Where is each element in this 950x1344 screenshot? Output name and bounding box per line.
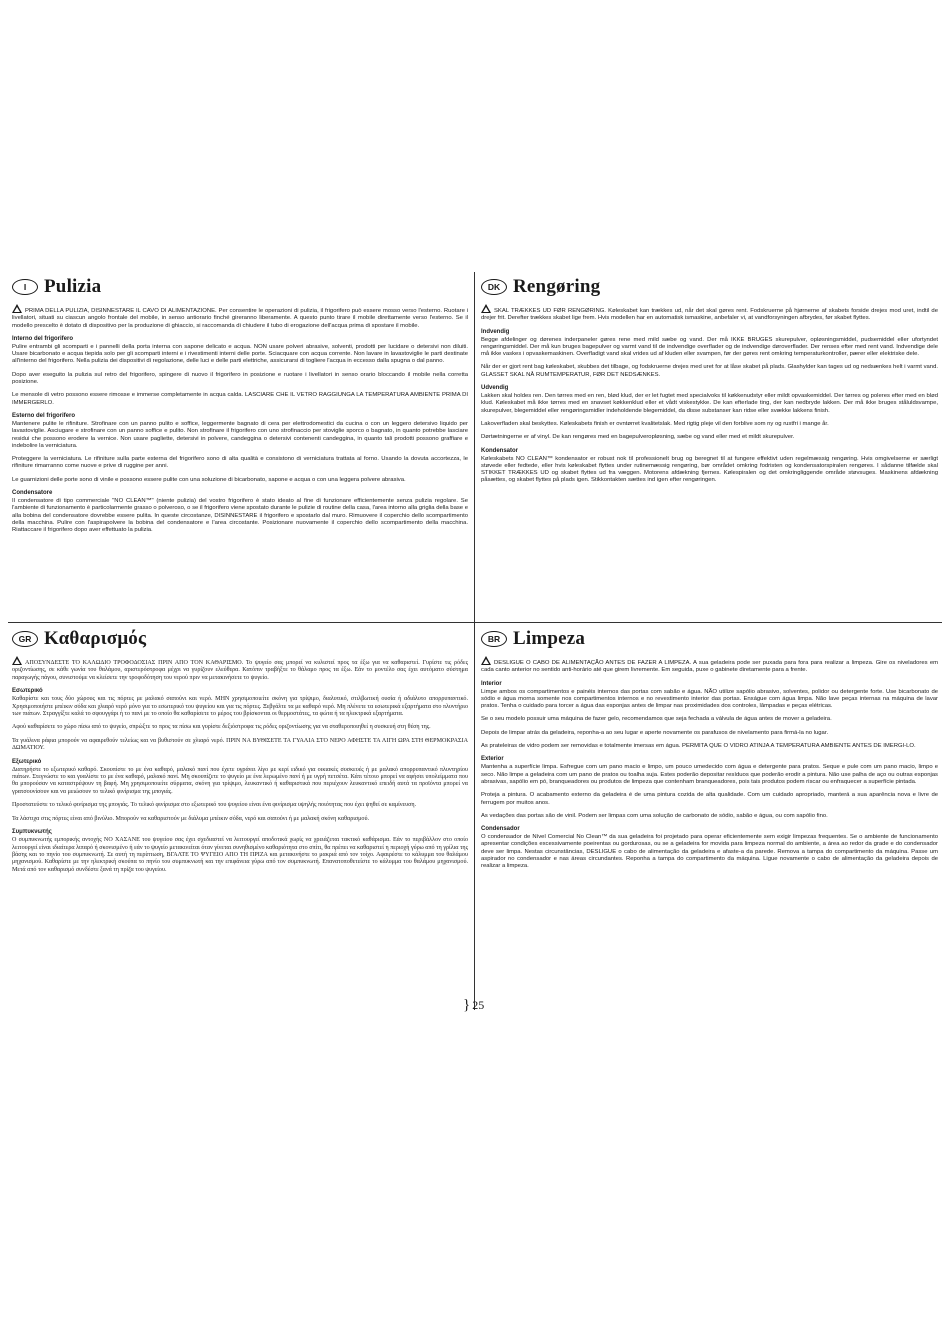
section-heading xyxy=(12,628,468,650)
shelves-text: As prateleiras de vidro podem ser removidas e totalmente imersas em água. PERMITA QUE O VIDRO ATINJA A TEMPERATURA AMBIENTE ANTES DE IMERGI-LO. xyxy=(481,743,916,750)
brace-icon: } xyxy=(463,997,471,1013)
exterior-heading: Udvendig xyxy=(481,385,509,392)
warning-paragraph: PRIMA DELLA PULIZIA, DISINNESTARE IL CAVO DI ALIMENTAZIONE. Per consentire le operazioni di pulizia, il frigorifero può essere mosso verso l'esterno. Ruotare i livellatori, situati su ciascun angolo frontale del mobile, in senso antiorario finché gireranno liberamente. A questo punto tirare il mobile direttamente verso l'esterno. Se il modello prescelto è dotato di dispositivo per la produzione di ghiaccio, si raccomanda di chiudere il tubo di erogazione dell'acqua prima di spostare il mobile. xyxy=(12,304,468,330)
condenser-heading: Kondensator xyxy=(481,447,519,454)
interior-text: Limpe ambos os compartimentos e painéis internos das portas com sabão e água. NÃO utilize sapólio abrasivo, solventes, polidor ou detergente forte. Use bicarbonato de sódio e água morna somente nos compartimentos internos e no revestimento interior das portas. Enxágue com água limpa. Não lave peças internas na máquina de lavar pratos. Tenha o cuidado para torcer a água das esponjas antes de limpar nas proximidades dos controles, lâmpadas e peças elétricas. xyxy=(481,688,938,710)
page-number: } 25 xyxy=(463,997,485,1013)
language-badge: GR xyxy=(12,631,38,647)
shelves-text: Le mensole di vetro possono essere rimosse e immerse completamente in acqua calda. LASCIARE CHE IL VETRO RAGGIUNGA LA TEMPERATURA AMBIENTE PRIMA DI IMMERGERLO. xyxy=(12,392,468,406)
exterior-text: Διατηρήστε το εξωτερικό καθαρό. Σκουπίστε το με ένα καθαρό, μαλακό πανί που έχετε υγράνει λίγο με κερί ειδικό για οικιακές συσκευές ή με μαλακό απορρυπαντικό πλυντηρίου πιάτων. Στεγνώστε το και γυαλίστε το με ένα καθαρό, μαλακό πανί. Μη σκουπίζετε το ψυγείο με ένα λερωμένο πανί ή με υγρή πετσέτα. Κάτι τέτοιο μπορεί να αφήσει υπολείμματα που θα μπορούσαν να καταστρέψουν τη βαφή. Μη χρησιμοποιείτε σύρματα, σκόνη για τρίψιμο, λευκαντικό ή καθαριστικά που περιέχουν λευκαντικό επειδή αυτά τα προϊόντα μπορεί να γρατσουνίσουν και να μειώσουν το τελικό φινίρισμα της μπογιάς. xyxy=(12,766,468,795)
section-greek xyxy=(12,628,468,988)
condenser-heading: Συμπυκνωτής xyxy=(12,829,52,836)
condenser-text: O condensador de Nível Comercial No Clean™ da sua geladeira foi projetado para operar eficientemente sem exigir limpezas frequentes. Se o ambiente de funcionamento apresentar condições excessivamente poeirentas ou gordurosas, ou se a geladeira for movida para limpeza normal do ambiente, a área ao redor da grade e do condensador deve ser limpa. Nestas circunstâncias, DESLIGUE o cabo de alimentação da geladeira e afaste-a da parede. Remova a tampa do compartimento da máquina. Passe um aspirador no condensador e nas áreas circundantes. Reponha a tampa do compartimento da máquina. Ligue novamente o cabo de alimentação da geladeira depois de realizar a limpeza. xyxy=(481,834,938,870)
section-title: Pulizia xyxy=(44,276,102,297)
shelves-text: Τα γυάλινα ράφια μπορούν να αφαιρεθούν τελείως και να βυθιστούν σε χλιαρό νερό. ΠΡΙΝ ΝΑ ΒΥΘΙΣΕΤΕ ΤΑ ΓΥΑΛΙΑ ΣΤΟ ΝΕΡΟ ΑΦΗΣΤΕ ΤΑ ΛΙΓΗ ΩΡΑ ΣΤΗ ΘΕΡΜΟΚΡΑΣΙΑ ΔΩΜΑΤΙΟΥ. xyxy=(12,737,468,752)
language-badge: I xyxy=(12,279,38,295)
reposition-text: Αφού καθαρίσετε το χώρο πίσω από το ψυγείο, σπρώξτε το προς τα πίσω και γυρίστε δεξιόστροφα τις ρόδες οριζοντίωσης για να σταθεροποιηθεί η συσκευή στη θέση της. xyxy=(12,724,431,731)
warning-icon xyxy=(12,304,22,313)
interior-text: Begge afdelinger og dørenes inderpaneler gøres rene med mild sæbe og vand. Der må IKKE BRUGES skurepulver, opløsningsmiddel, pudsemiddel eller ufortyndet rengøringsmiddel. Der må kun bruges bagepulver og varmt vand til de indvendige overflader og de indvendige døroverflader. Der renses efter med rent vand. Indvendige dele må ikke vaskes i opvaskemaskinen. Overfladigt vand skal vrides ud af kluden eller svampen, før der gøres rent omkring temperaturkontroller, pærer eller elektriske dele. xyxy=(481,336,938,358)
interior-text: Pulire entrambi gli scomparti e i pannelli della porta interna con sapone delicato e acqua. NON usare polveri abrasive, solventi, prodotti per lucidare o detersivi non diluiti. Usare bicarbonato e acqua tiepida solo per gli scomparti interni e i rivestimenti interni delle porte. Sciacquare con acqua corrente. Non lavare in lavastoviglie le parti destinate all'interno del frigorifero. Nella pulizia dei dispositivi di regolazione, delle luci e delle parti elettriche, assicurarsi di togliere l'acqua in eccesso dalla spugna o dal panno. xyxy=(12,343,468,365)
interior-heading: Indvendig xyxy=(481,328,510,335)
warning-paragraph: ΑΠΟΣΥΝΔΕΣΤΕ ΤΟ ΚΑΛΩΔΙΟ ΤΡΟΦΟΔΟΣΙΑΣ ΠΡΙΝ ΑΠΟ ΤΟΝ ΚΑΘΑΡΙΣΜΟ. Το ψυγείο σας μπορεί να κυλιστεί προς τα έξω για να καθαριστεί. Γυρίστε τις ρόδες οριζοντίωσης, σε κάθε γωνία του θαλάμου, αριστερόστροφα μέχρι να γυρίζουν ελεύθερα. Κατόπιν τραβήξτε το θάλαμο προς τα έξω. Εάν το μοντέλο σας έχει αυτόματο σύστημα παραγωγής πάγου, συνιστούμε να κλείσετε την τροφοδότηση του νερού πριν να μετακινήσετε το ψυγείο. xyxy=(12,656,468,682)
section-heading xyxy=(481,276,938,298)
warning-icon xyxy=(481,656,491,665)
warning-icon xyxy=(12,656,22,665)
exterior-heading: Εξωτερικό xyxy=(12,758,42,765)
condenser-text: Il condensatore di tipo commerciale "NO CLEAN™" (niente pulizia) del vostro frigorifero è stato ideato al fine di funzionare efficientemente senza pulizia regolare. Se l'ambiente di funzionamento è particolarmente grasso o polveroso, o se il frigorifero viene spostato durante le pulizie di routine della casa, l'area intorno alla griglia della base e alla bobina del condensatore dovrebbe essere pulita. In queste circostanze, DISINNESTARE il frigorifero e spostarlo dal muro. Rimuovere il coperchio dello scompartimento della macchina. Pulire con l'aspirapolvere la bobina del condensatore e l'area circostante. Posizionare nuovamente il coperchio dello scompartimento della macchina. Riattaccare il frigorifero dopo aver effettuato la pulizia. xyxy=(12,498,468,534)
condenser-heading: Condensatore xyxy=(12,490,53,497)
condenser-text: Ο συμπυκνωτής εμπορικής αντοχής ΝΟ ΧΑΣΑΝΕ του ψυγείου σας έχει σχεδιαστεί να λειτουργεί αποδοτικά χωρίς να χρειάζεται τακτικό καθάρισμα. Εάν το περιβάλλον στο οποίο λειτουργεί είναι ιδιαίτερα λιπαρό ή σκονισμένο ή εάν το ψυγείο μετακινείται όταν γίνεται συνηθισμένο καθαριότητα στο σπίτι, θα πρέπει να καθαριστεί η περιοχή γύρω από τη γρίλια της βάσης και το πηνίο του συμπυκνωτή. Σε αυτή τη περίπτωση, ΒΓΑΛΤΕ ΤΟ ΨΥΓΕΙΟ ΑΠΟ ΤΗ ΠΡΙΖΑ και μετακινήστε το μακριά από τον τοίχο. Αφαιρέστε το κάλυμμα του θαλάμου μηχανισμού. Καθαρίστε με την ηλεκτρική σκούπα το πηνίο του συμπυκνωτή και την επιφάνεια γύρω από τον συμπυκνωτή. Επανατοποθετείστε το κάλυμμα του θαλάμου μηχανισμού. Μετά από τον καθαρισμό συνδέστε ξανά τη πρίζα του ψυγείου. xyxy=(12,837,468,873)
reposition-text: Når der er gjort rent bag køleskabet, skubbes det tilbage, og fodskruerne drejes med uret for at låse skabet på plads. Glashylder kan tages ud og nedsænkes helt i varmt vand. GLASSET SKAL NÅ RUMTEMPERATUR, FØR DET NEDSÆNKES. xyxy=(481,364,938,378)
condenser-heading: Condensador xyxy=(481,826,520,833)
paint-text: Proteggere la verniciatura. Le rifiniture sulla parte esterna del frigorifero sono di alta qualità e consistono di verniciatura trattata al forno. Usando la dovuta accortezza, le rifiniture rimarranno come nuove e prive di ruggine per anni. xyxy=(12,456,468,470)
warning-icon xyxy=(481,304,491,313)
section-title: Καθαρισμός xyxy=(44,628,147,649)
exterior-heading: Exterior xyxy=(481,756,504,763)
exterior-heading: Esterno del frigorifero xyxy=(12,412,76,419)
gaskets-text: As vedações das portas são de vinil. Podem ser limpas com uma solução de carbonato de sódio, sabão e água, ou com sapólio fino. xyxy=(481,812,828,819)
ice-maker-text: Se o seu modelo possuir uma máquina de fazer gelo, recomendamos que seja fechada a válvula de água antes de mover a geladeira. xyxy=(481,716,832,723)
gaskets-text: Τα λάστιχα στις πόρτες είναι από βινύλιο. Μπορούν να καθαριστούν με διάλυμα μπέικιν σόδα, νερό και σαπούνι ή με μαλακή σκόνη καθαρισμού. xyxy=(12,815,370,822)
interior-text: Καθαρίστε και τους δύο χώρους και τις πόρτες με μαλακό σαπούνι και νερό. ΜΗΝ χρησιμοποιείτε σκόνη για τρίψιμο, διαλυτικό, στιλβωτική ουσία ή αδιάλυτο απορρυπαντικό. Χρησιμοποιήστε μπέικιν σόδα και χλιαρό νερό μόνο για το εσωτερικό του ψυγείου και για τις πόρτες. Ξεβγάλτε τα με καθαρό νερό. Μη πλένετε τα εσωτερικά εξαρτήματα στο πλυντήριο των πιάτων. Στραγγίξτε καλά το σφουγγάρι ή το πανί με το οποίο θα καθαρίσετε το μέρος του βρίσκονται οι θερμοστάτες, τα φώτα ή τα ηλεκτρικά εξαρτήματα. xyxy=(12,696,468,718)
reposition-text: Depois de limpar atrás da geladeira, reponha-a ao seu lugar e aperte novamente os parafusos de nivelamento para firmá-la no lugar. xyxy=(481,729,829,736)
interior-heading: Εσωτερικό xyxy=(12,688,43,695)
exterior-text: Mantenha a superfície limpa. Esfregue com um pano macio e limpo, um pouco umedecido com água e detergente para pratos. Seque e pule com um pano macio, limpo e seco. Não limpe a geladeira com um pano de pratos ou toalha suja. Estes poderão depositar resíduos que poderão erodir a pintura. Não use palha de aço ou outras esponjas abrasivas, sapólio em pó, branqueadores ou produtos de limpeza que contenham branqueadores, pois tais produtos podem riscar ou enfraquecer a superfície pintada. xyxy=(481,764,938,785)
paint-text: Προστατεύστε το τελικό φινίρισμα της μπογιάς. Το τελικό φινίρισμα στο εξωτερικό του ψυγείου είναι ένα φινίρισμα υψηλής ποιότητας που έχει ψηθεί σε καμίνευση. xyxy=(12,802,417,809)
section-heading xyxy=(12,276,468,298)
reposition-text: Dopo aver eseguito la pulizia sul retro del frigorifero, spingere di nuovo il frigorifero in posizione e ruotare i livellatori in senso orario bloccando il mobile nella corretta posizione. xyxy=(12,371,468,386)
exterior-text: Mantenere pulite le rifiniture. Strofinare con un panno pulito e soffice, leggermente bagnato di cera per elettrodomestici da cucina o con un leggero detersivo liquido per lavastoviglie. Asciugare e strofinare con un panno soffice e pulito. Non strofinare il frigorifero con uno strofinaccio per stoviglie sporco o bagnato, in quanto potrebbe lasciare residui che possono erodere la vernice. Non usare pagliette, detersivi in polvere, candeggina o detersivi contenenti candeggina, in quanto tali prodotti possono graffiare e indebolire la verniciatura. xyxy=(12,420,468,449)
section-title: Limpeza xyxy=(513,628,586,649)
warning-paragraph: DESLIGUE O CABO DE ALIMENTAÇÃO ANTES DE FAZER A LIMPEZA. A sua geladeira pode ser puxada para fora para realizar a limpeza. Gire os niveladores em cada canto anterior no sentido anti-horário até que girem livremente. Em seguida, puxe o gabinete diretamente para a frente. xyxy=(481,656,938,675)
condenser-text: Køleskabets NO CLEAN™ kondensator er robust nok til professionelt brug og beregnet til at fungere effektivt uden regelmæssig rengøring. Hvis omgivelserne er særligt støvede eller fedtede, eller hvis køleskabet flyttes under rutinemæssig rengøring, bør området omkring fodristen og kondensatorspiralen rengøres. I sådanne tilfælde skal STIKKET TRÆKKES UD og skabet flyttes ud fra væggen. Motorens afdækning fjernes. Kølespiralen og det omkringliggende område støvsuges. Maskinens afdækning påsættes, og skabet flyttes på plads igen. Stikkontakten sættes ind igen efter rengøringen. xyxy=(481,455,938,484)
section-title: Rengøring xyxy=(513,276,601,297)
column-divider xyxy=(474,272,475,1010)
language-badge: DK xyxy=(481,279,507,295)
exterior-text: Lakken skal holdes ren. Den tørres med en ren, blød klud, der er let fugtet med specialvoks til køkkenudstyr eller mildt opvaskemiddel. Der tørres og poleres efter med en blød klud. Køleskabet må ikke tørres med en snavset køkkenklud eller et vådt viskestykke. De kan efterlade ting, der kan nedbryde lakken. Der må ikke bruges ståluldsvampe, skurepulver, blegemiddel eller rengøringsmidler indeholdende blegemiddel, da disse substanser kan ridse eller svække lakkens finish. xyxy=(481,393,938,414)
warning-paragraph: SKAL TRÆKKES UD FØR RENGØRING. Køleskabet kan trækkes ud, når det skal gøres rent. Fodskruerne på hjørnerne af skabets forside drejes mod uret, indtil de drejer frit. Derefter trækkes skabet lige frem. Hvis modellen har en automatisk ismaskine, anbefaler vi, at vandforsyningen afbrydes, før skabet flyttes. xyxy=(481,304,938,323)
language-badge: BR xyxy=(481,631,507,647)
paint-text: Lakoverfladen skal beskyttes. Køleskabets finish er ovntørret kvalitetslak. Med rigtig pleje vil den forblive som ny og rustfri i mange år. xyxy=(481,420,829,427)
interior-heading: Interno del frigorifero xyxy=(12,335,74,342)
gaskets-text: Dørtætningerne er af vinyl. De kan rengøres med en bagepulveropløsning, sæbe og vand eller med et mildt skurepulver. xyxy=(481,434,795,441)
section-italian xyxy=(12,276,468,616)
gaskets-text: Le guarnizioni delle porte sono di vinile e possono essere pulite con una soluzione di bicarbonato, sapone e acqua o con una leggera polvere abrasiva. xyxy=(12,476,406,483)
paint-text: Proteja a pintura. O acabamento externo da geladeira é de uma pintura cozida de alta qualidade. Com um cuidado apropriado, manterá a sua aparência nova e livre de ferrugem por muitos anos. xyxy=(481,792,938,806)
section-danish xyxy=(481,276,938,616)
interior-heading: Interior xyxy=(481,680,502,687)
section-portuguese xyxy=(481,628,938,988)
row-divider xyxy=(8,622,942,623)
section-heading xyxy=(481,628,938,650)
